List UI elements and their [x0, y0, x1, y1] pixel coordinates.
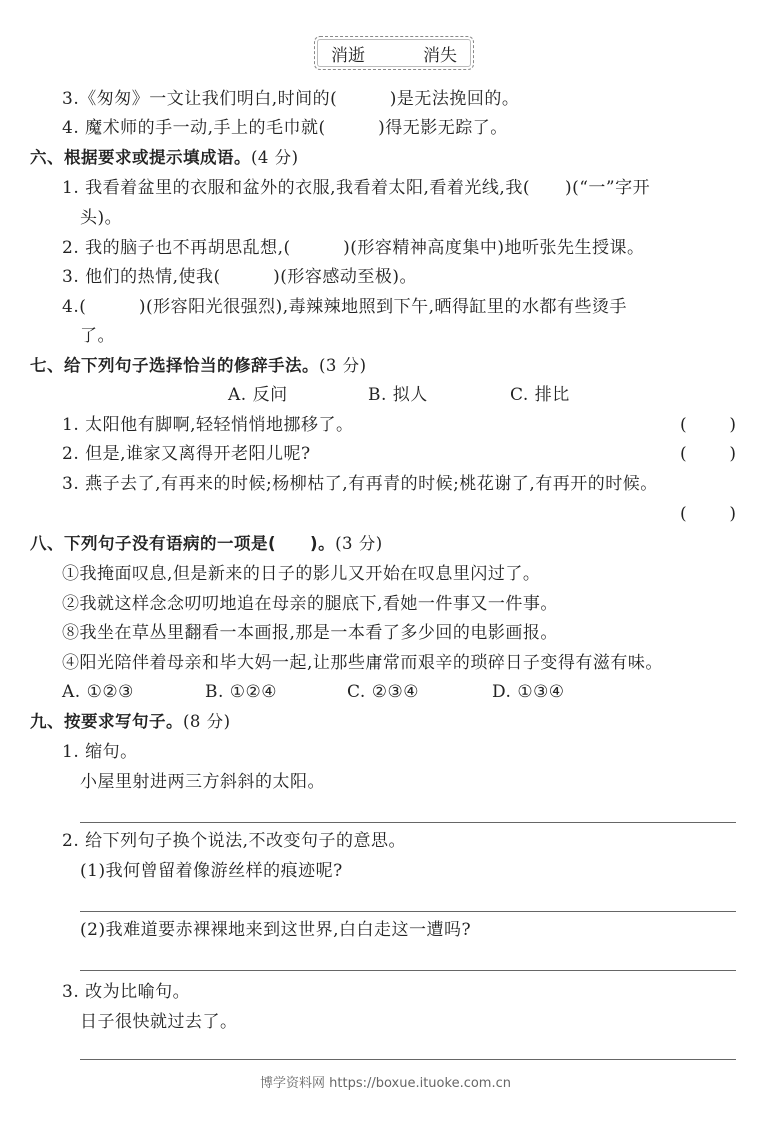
choice-c: C. ②③④ [347, 682, 419, 702]
word-right: 消失 [423, 45, 457, 66]
question-line-cont: 头)。 [80, 208, 123, 228]
paren-close: ) [729, 504, 736, 524]
answer-line[interactable] [80, 970, 736, 971]
section-points: (4 分) [251, 148, 299, 167]
question-line: 2. 但是,谁家又离得开老阳儿呢? [62, 444, 311, 464]
question-line: 1. 太阳他有脚啊,轻轻悄悄地挪移了。 [62, 415, 354, 435]
section-heading-9 [30, 711, 231, 733]
answer-line[interactable] [80, 822, 736, 823]
question-line: 4.( )(形容阳光很强烈),毒辣辣地照到下午,晒得缸里的水都有些烫手 [62, 297, 628, 317]
section-title: 九、按要求写句子。 [30, 712, 183, 731]
sentence-item: ⑧我坐在草丛里翻看一本画报,那是一本看了多少回的电影画报。 [62, 623, 558, 643]
word-pair-box [314, 36, 474, 70]
option-b: B. 拟人 [368, 385, 428, 405]
section-points: (8 分) [183, 712, 231, 731]
section-points: (3 分) [335, 534, 383, 553]
section-heading-6 [30, 147, 299, 169]
paren-open: ( [680, 444, 687, 464]
question-line: 3.《匆匆》一文让我们明白,时间的( )是无法挽回的。 [62, 89, 520, 109]
question-text: 小屋里射进两三方斜斜的太阳。 [80, 772, 325, 792]
question-line: 1. 我看着盆里的衣服和盆外的衣服,我看着太阳,看着光线,我( )(“一”字开 [62, 178, 651, 198]
paren-open: ( [680, 415, 687, 435]
answer-blank[interactable] [680, 414, 736, 436]
question-label: 1. 缩句。 [62, 742, 138, 762]
section-heading-7 [30, 355, 367, 377]
question-line-cont: 了。 [80, 326, 115, 346]
footer-watermark: 博学资料网 https://boxue.ituoke.com.cn [260, 1076, 511, 1091]
section-heading-8 [30, 533, 383, 555]
question-line: 4. 魔术师的手一动,手上的毛巾就( )得无影无踪了。 [62, 118, 508, 138]
question-label: 3. 改为比喻句。 [62, 982, 191, 1002]
choice-b: B. ①②④ [205, 682, 278, 702]
answer-line[interactable] [80, 1059, 736, 1060]
sentence-item: ②我就这样念念叨叨地追在母亲的腿底下,看她一件事又一件事。 [62, 594, 558, 614]
paren-close: ) [729, 444, 736, 464]
word-left: 消逝 [331, 45, 365, 66]
question-text: (2)我难道要赤裸裸地来到这世界,白白走这一遭吗? [80, 920, 472, 940]
answer-blank[interactable] [680, 443, 736, 465]
question-label: 2. 给下列句子换个说法,不改变句子的意思。 [62, 831, 407, 851]
sentence-item: ①我掩面叹息,但是新来的日子的影儿又开始在叹息里闪过了。 [62, 564, 541, 584]
section-title: 八、下列句子没有语病的一项是( )。 [30, 534, 336, 553]
paren-open: ( [680, 504, 687, 524]
question-line: 2. 我的脑子也不再胡思乱想,( )(形容精神高度集中)地听张先生授课。 [62, 238, 645, 258]
sentence-item: ④阳光陪伴着母亲和毕大妈一起,让那些庸常而艰辛的琐碎日子变得有滋有味。 [62, 653, 663, 673]
question-text: 日子很快就过去了。 [80, 1012, 238, 1032]
option-a: A. 反问 [228, 385, 288, 405]
section-points: (3 分) [319, 356, 367, 375]
section-title: 七、给下列句子选择恰当的修辞手法。 [30, 356, 319, 375]
answer-blank[interactable] [680, 503, 736, 525]
option-c: C. 排比 [510, 385, 570, 405]
choice-a: A. ①②③ [62, 682, 134, 702]
question-text: (1)我何曾留着像游丝样的痕迹呢? [80, 861, 343, 881]
section-title: 六、根据要求或提示填成语。 [30, 148, 251, 167]
choice-d: D. ①③④ [492, 682, 565, 702]
answer-line[interactable] [80, 911, 736, 912]
question-line: 3. 燕子去了,有再来的时候;杨柳枯了,有再青的时候;桃花谢了,有再开的时候。 [62, 474, 658, 494]
question-line: 3. 他们的热情,使我( )(形容感动至极)。 [62, 267, 418, 287]
paren-close: ) [729, 415, 736, 435]
